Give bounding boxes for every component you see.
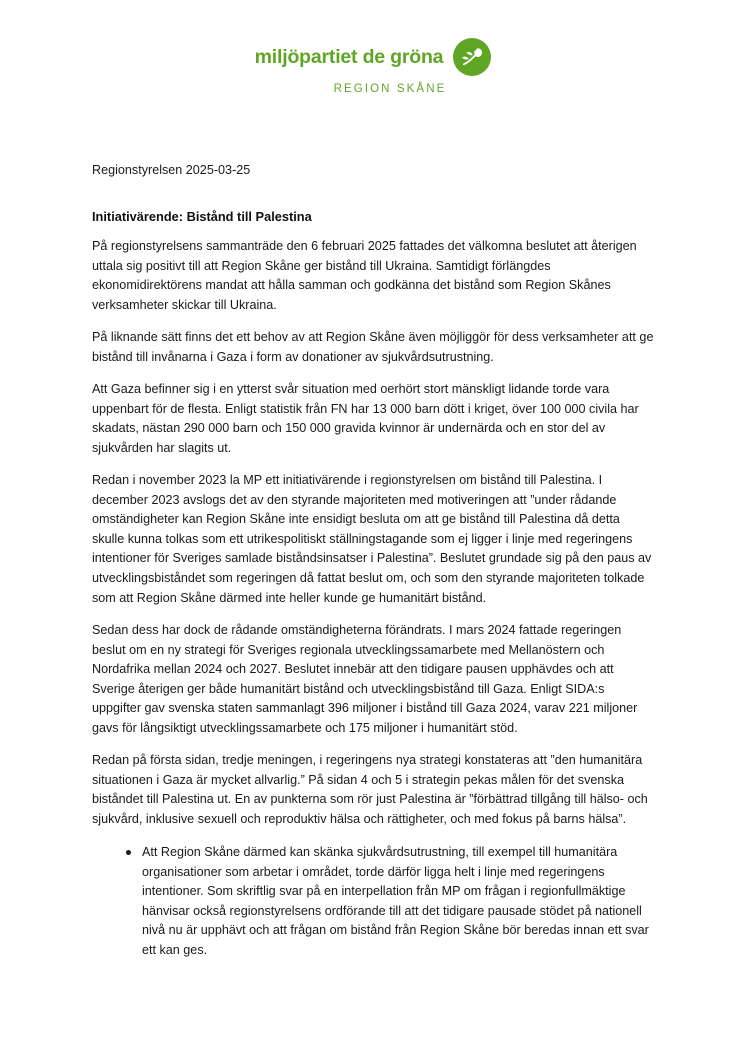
list-item: Att Region Skåne därmed kan skänka sjukvårdsutrustning, till exempel till humanitära organisationer som arbetar i området, torde därför ligga helt i linje med regeringens intentioner. Som skriftlig svar på en interpellation från MP om frågan i regionfullmäktige hänvisar också regionstyrelsens ordförande till att det tidigare pausade stödet på nationell nivå nu är upphävt och att frågan om bistånd från Region Skåne bör beredas innan ett svar ett kan ges.	[126, 843, 654, 960]
paragraph-1: På regionstyrelsens sammanträde den 6 februari 2025 fattades det välkomna beslutet att återigen uttala sig positivt till att Region Skåne ger bistånd till Ukraina. Samtidigt förlängdes ekonomidirektörens mandat att hålla samman och godkänna det bistånd som Region Skånes verksamheter skickar till Ukraina.	[92, 239, 637, 312]
dandelion-flower-icon	[453, 38, 491, 76]
document-meta: Regionstyrelsen 2025-03-25	[92, 163, 251, 177]
page-title: Initiativärende: Bistånd till Palestina	[92, 209, 312, 225]
paragraph-6: Redan på första sidan, tredje meningen, i regeringens nya strategi konstateras att ”den humanitära situationen i Gaza är mycket allvarlig.” På sidan 4 och 5 i strategin pekas målen för det svenska biståndet till Palestina ut. En av punkterna som rör just Palestina är ”förbättrad tillgång till hälso- och sjukvård, inklusive sexuell och reproduktiv hälsa och rättigheter, och med fokus på barns hälsa”.	[92, 753, 648, 826]
paragraph-4: Redan i november 2023 la MP ett initiativärende i regionstyrelsen om bistånd till Palestina. I december 2023 avslogs det av den styrande majoriteten med motiveringen att ”under rådande omständigheter kan Region Skåne inte ensidigt besluta om att ge bistånd till Palestina då detta skulle kunna tolkas som ett utrikespolitiskt ställningstagande som ej ligger i linje med regeringens intentioner för Sveriges samlade biståndsinsatser i Palestina”. Beslutet grundade sig på den paus av utvecklingsbiståndet som regeringen då fattat beslut om, och som den styrande majoriteten tolkade som att Region Skåne därmed inte heller kunde ge humanitärt bistånd.	[92, 473, 652, 605]
logo-region-label: REGION SKÅNE	[333, 83, 447, 95]
document-body	[0, 161, 746, 960]
paragraph-2: På liknande sätt finns det ett behov av att Region Skåne även möjliggör för dess verksamheter att ge bistånd till invånarna i Gaza i form av donationer av sjukvårdsutrustning.	[92, 330, 654, 364]
logo-block	[0, 0, 746, 95]
paragraph-5: Sedan dess har dock de rådande omständigheterna förändrats. I mars 2024 fattade regeringen beslut om en ny strategi för Sveriges regionala utvecklingssamarbete med Mellanöstern och Nordafrika mellan 2024 och 2027. Beslutet innebär att den tidigare pausen upphävdes och att Sverige återigen ger både humanitärt bistånd och utvecklingsbistånd till Gaza. Enligt SIDA:s uppgifter gav svenska staten sammanlagt 396 miljoner i bistånd till Gaza 2024, varav 221 miljoner gavs för långsiktigt utvecklingssamarbete och 175 miljoner i humanitärt stöd.	[92, 623, 638, 735]
bullet-list	[92, 843, 654, 960]
logo-wordmark: miljöpartiet de gröna	[254, 45, 444, 68]
logo-row	[255, 38, 492, 76]
paragraph-3: Att Gaza befinner sig i en ytterst svår situation med oerhört stort mänskligt lidande torde vara uppenbart för de flesta. Enligt statistik från FN har 13 000 barn dött i kriget, över 100 000 civila har skadats, nästan 290 000 barn och 150 000 gravida kvinnor är undernärda och en stor del av sjukvården har slagits ut.	[92, 382, 639, 455]
